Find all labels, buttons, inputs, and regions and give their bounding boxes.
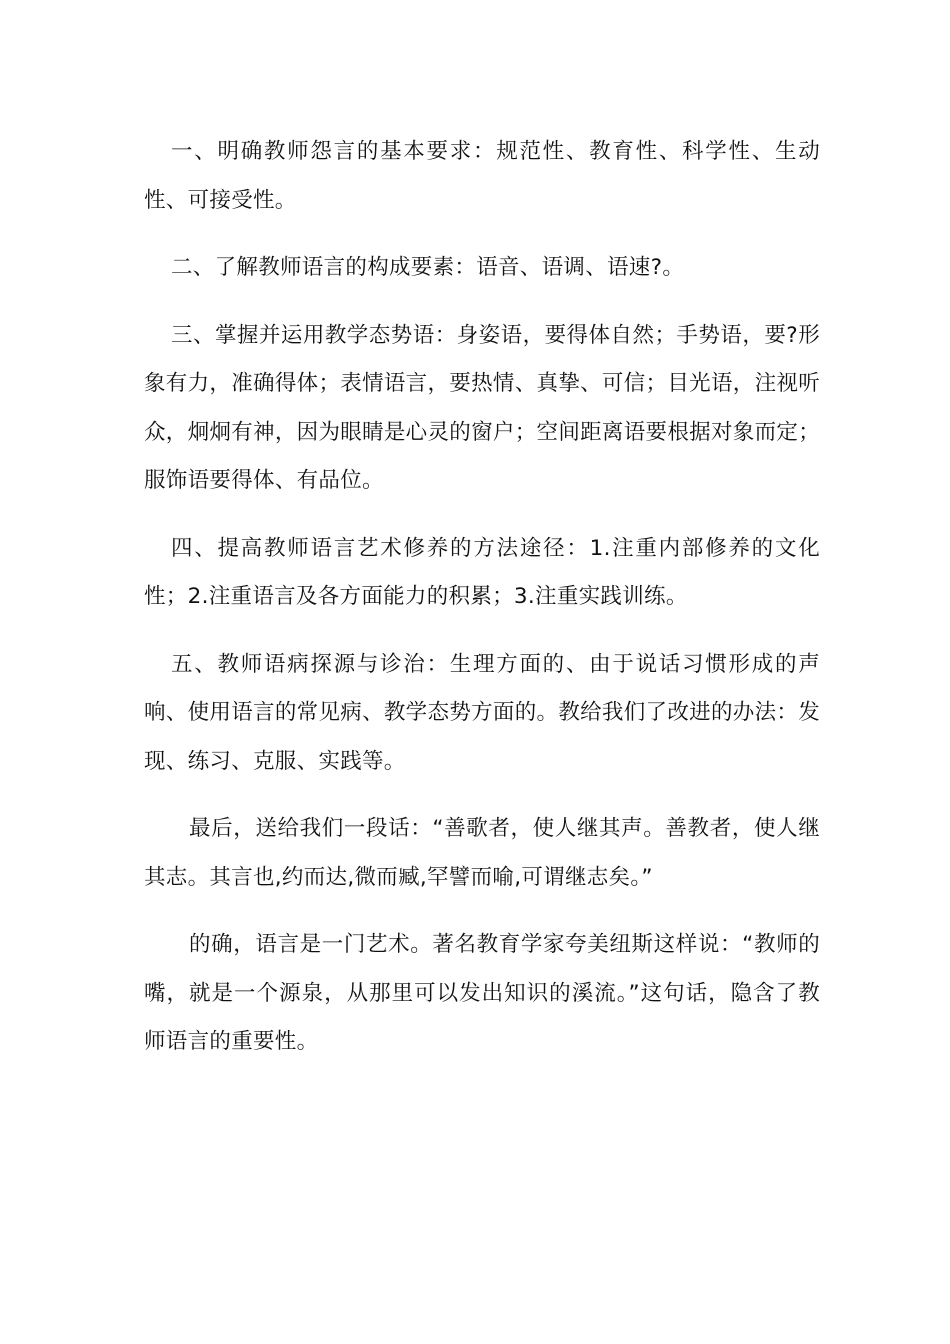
document-body [144,128,820,1086]
paragraph-closing-quote: 最后，送给我们一段话：“善歌者，使人继其声。善教者，使人继其志。其言也,约而达,微而臧,罕譬而喻,可谓继志矣。” [144,816,820,890]
paragraph-speech-problems: 五、教师语病探源与诊治：生理方面的、由于说话习惯形成的声响、使用语言的常见病、教学态势方面的。教给我们了改进的办法：发现、练习、克服、实践等。 [144,651,820,774]
paragraph-body-language: 三、掌握并运用教学态势语：身姿语，要得体自然；手势语，要?形象有力，准确得体；表情语言，要热情、真挚、可信；目光语，注视听众，炯炯有神，因为眼睛是心灵的窗户；空间距离语要根据对象而定；服饰语要得体、有品位。 [144,322,820,493]
paragraph-language-elements: 二、了解教师语言的构成要素：语音、语调、语速?。 [171,255,685,280]
paragraph-conclusion: 的确，语言是一门艺术。著名教育学家夸美纽斯这样说：“教师的嘴，就是一个源泉，从那里可以发出知识的溪流。”这句话，隐含了教师语言的重要性。 [144,932,820,1054]
paragraph-improvement-methods: 四、提高教师语言艺术修养的方法途径：1.注重内部修养的文化性；2.注重语言及各方面能力的积累；3.注重实践训练。 [144,535,820,609]
paragraph-basic-requirements: 一、明确教师怨言的基本要求：规范性、教育性、科学性、生动性、可接受性。 [144,139,820,213]
